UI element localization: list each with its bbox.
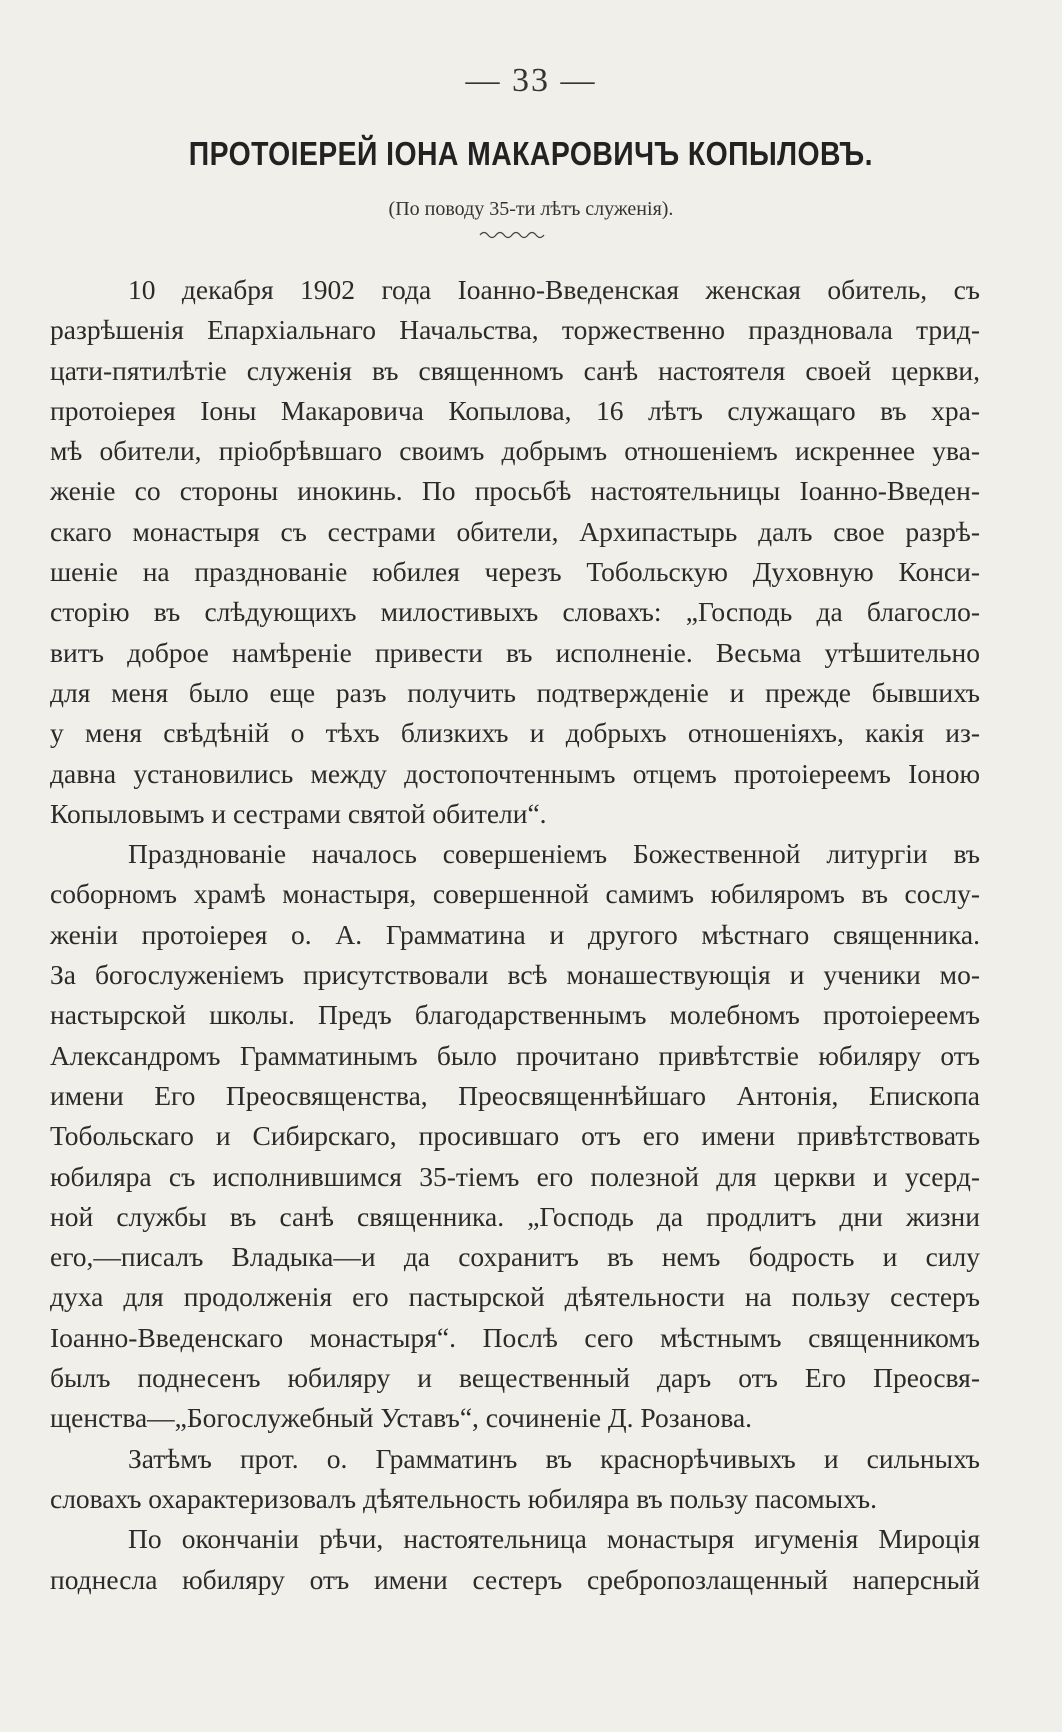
wavy-divider-ornament xyxy=(478,228,548,242)
text-line: Празднованіе началось совершеніемъ Божественной литургіи въ xyxy=(128,838,980,870)
text-line: протоіерея Іоны Макаровича Копылова, 16 лѣтъ служащаго въ хра- xyxy=(50,394,980,426)
text-line: Затѣмъ прот. о. Грамматинъ въ краснорѣчивыхъ и сильныхъ xyxy=(128,1442,980,1474)
text-line: былъ поднесенъ юбиляру и вещественный даръ отъ Его Преосвя- xyxy=(50,1362,980,1394)
article-title: ПРОТОІЕРЕЙ ІОНА МАКАРОВИЧЪ КОПЫЛОВЪ. xyxy=(188,135,873,172)
text-line: женіи протоіерея о. А. Грамматина и другого мѣстнаго священника. xyxy=(50,918,980,950)
text-line: скаго монастыря съ сестрами обители, Архипастырь далъ свое разрѣ- xyxy=(50,515,980,547)
text-line: духа для продолженія его пастырской дѣятельности на пользу сестеръ xyxy=(50,1281,980,1313)
text-line: поднесла юбиляру отъ имени сестеръ сребропозлащенный наперсный xyxy=(50,1563,980,1595)
text-line: витъ доброе намѣреніе привести въ исполненіе. Весьма утѣшительно xyxy=(50,636,980,668)
text-line: За богослуженіемъ присутствовали всѣ монашествующія и ученики мо- xyxy=(50,959,980,991)
text-line: Копыловымъ и сестрами святой обители“. xyxy=(50,797,547,829)
text-line: разрѣшенія Епархіальнаго Начальства, торжественно праздновала трид- xyxy=(50,314,980,346)
article-subtitle: (По поводу 35-ти лѣтъ служенія). xyxy=(388,198,674,220)
text-line: имени Его Преосвященства, Преосвященнѣйшаго Антонія, Епископа xyxy=(50,1079,980,1111)
text-line: давна установились между достопочтеннымъ отцемъ протоіереемъ Іоною xyxy=(50,757,980,789)
text-line: женіе со стороны инокинь. По просьбѣ настоятельницы Іоанно-Введен- xyxy=(50,475,980,507)
text-line: По окончаніи рѣчи, настоятельница монастыря игуменія Мироція xyxy=(128,1523,980,1555)
text-line: сторію въ слѣдующихъ милостивыхъ словахъ: „Господь да благосло- xyxy=(50,596,980,628)
page-number: — 33 — xyxy=(465,62,597,99)
text-line: щенства—„Богослужебный Уставъ“, сочиненіе Д. Розанова. xyxy=(50,1402,753,1434)
text-line: для меня было еще разъ получить подтвержденіе и прежде бывшихъ xyxy=(50,676,980,708)
text-line: юбиляра съ исполнившимся 35-тіемъ его полезной для церкви и усерд- xyxy=(50,1160,980,1192)
text-line: соборномъ храмѣ монастыря, совершенной самимъ юбиляромъ въ сослу- xyxy=(50,878,980,910)
text-line: настырской школы. Предъ благодарственнымъ молебномъ протоіереемъ xyxy=(50,999,980,1031)
text-line: Іоанно-Введенскаго монастыря“. Послѣ сего мѣстнымъ священникомъ xyxy=(50,1321,980,1353)
article-body xyxy=(50,270,980,1600)
text-line: словахъ охарактеризовалъ дѣятельность юбиляра въ пользу пасомыхъ. xyxy=(50,1482,877,1514)
text-line: мѣ обители, пріобрѣвшаго своимъ добрымъ отношеніемъ искреннее ува- xyxy=(50,435,980,467)
text-line: цати-пятилѣтіе служенія въ священномъ санѣ настоятеля своей церкви, xyxy=(50,354,980,386)
text-line: Александромъ Грамматинымъ было прочитано привѣтствіе юбиляру отъ xyxy=(50,1039,980,1071)
text-line: ной службы въ санѣ священника. „Господь да продлитъ дни жизни xyxy=(50,1200,980,1232)
text-line: 10 декабря 1902 года Іоанно-Введенская женская обитель, съ xyxy=(128,274,980,305)
text-line: шеніе на празднованіе юбилея черезъ Тобольскую Духовную Конси- xyxy=(50,556,980,588)
text-line: его,—писалъ Владыка—и да сохранитъ въ немъ бодрость и силу xyxy=(50,1241,980,1273)
text-line: у меня свѣдѣній о тѣхъ близкихъ и добрыхъ отношеніяхъ, какія из- xyxy=(50,717,980,749)
text-line: Тобольскаго и Сибирскаго, просившаго отъ его имени привѣтствовать xyxy=(50,1120,980,1152)
